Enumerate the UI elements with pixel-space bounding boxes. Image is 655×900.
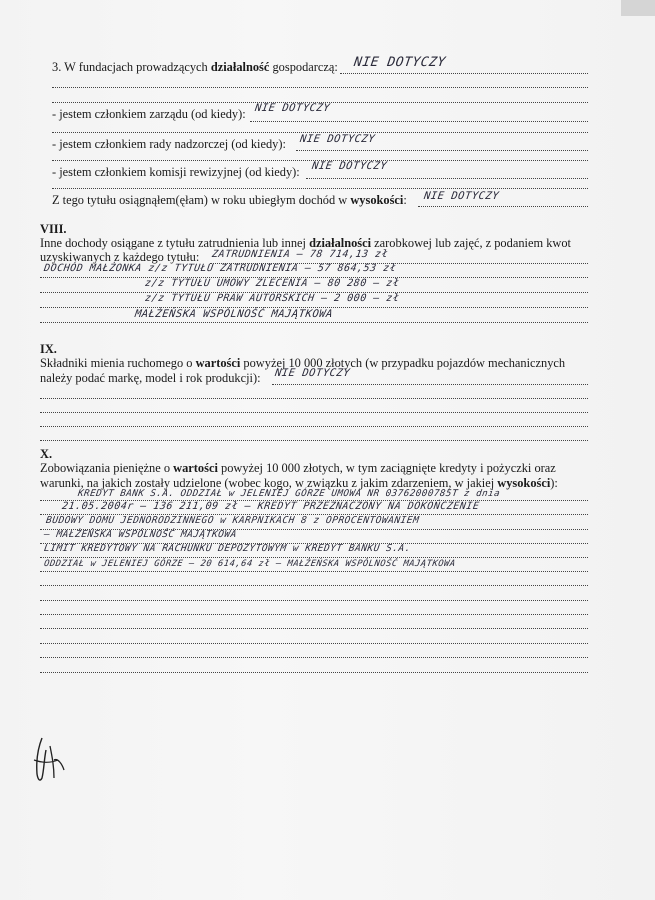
dotted-line bbox=[40, 628, 588, 629]
income-entry-2: DOCHÓD MAŁŻONKA z/z TYTUŁU ZATRUDNIENIA – 57 864,53 zł bbox=[43, 263, 397, 274]
liability-entry-4: – MAŁŻEŃSKA WSPÓLNOŚĆ MAJĄTKOWA bbox=[43, 529, 238, 540]
dotted-line bbox=[40, 614, 588, 615]
fundations-answer: NIE DOTYCZY bbox=[352, 55, 447, 70]
section-ix-heading: IX. bbox=[40, 342, 57, 356]
dotted-line bbox=[40, 322, 588, 323]
audit-label: - jestem członkiem komisji rewizyjnej (od kiedy): bbox=[52, 165, 300, 179]
dotted-line bbox=[40, 571, 588, 572]
board-answer: NIE DOTYCZY bbox=[254, 102, 331, 114]
dotted-line bbox=[418, 206, 588, 207]
section-x-text2-end: ): bbox=[550, 476, 558, 490]
signature-mark bbox=[28, 730, 72, 790]
liability-entry-3: BUDOWY DOMU JEDNORODZINNEGO w KARPNIKACH 8 z OPROCENTOWANIEM bbox=[45, 515, 420, 526]
supervisory-answer: NIE DOTYCZY bbox=[299, 133, 376, 145]
liability-entry-2: 21.05.2004r – 136 211,09 zł – KREDYT PRZEZNACZONY NA DOKOŃCZENIE bbox=[61, 501, 481, 512]
supervisory-label: - jestem członkiem rady nadzorczej (od kiedy): bbox=[52, 137, 286, 151]
board-label: - jestem członkiem zarządu (od kiedy): bbox=[52, 107, 246, 121]
dotted-line bbox=[40, 585, 588, 586]
dotted-line bbox=[40, 426, 588, 427]
fundations-text-end: gospodarczą: bbox=[272, 60, 338, 74]
liability-entry-5: LIMIT KREDYTOWY NA RACHUNKU DEPOZYTOWYM w KREDYT BANKU S.A. bbox=[43, 543, 412, 554]
fundations-bold: działalność bbox=[210, 60, 270, 74]
income-answer: NIE DOTYCZY bbox=[423, 190, 500, 202]
section-x-text2: warunki, na jakich zostały udzielone (wobec kogo, w związku z jakim zdarzeniem, w jakiej bbox=[40, 476, 495, 490]
audit-answer: NIE DOTYCZY bbox=[311, 160, 388, 172]
dotted-line bbox=[340, 73, 588, 74]
section-viii-line1 bbox=[40, 236, 571, 250]
liability-entry-6: ODDZIAŁ w JELENIEJ GÓRZE – 20 614,64 zł – MAŁŻEŃSKA WSPÓLNOŚĆ MAJĄTKOWA bbox=[43, 559, 457, 569]
section-x-text: Zobowiązania pieniężne o bbox=[40, 461, 171, 475]
movable-assets-answer: NIE DOTYCZY bbox=[274, 367, 351, 379]
section-x-bold2: wysokości bbox=[497, 476, 551, 490]
dotted-line bbox=[40, 657, 588, 658]
income-colon: : bbox=[403, 193, 407, 207]
income-text: Z tego tytułu osiągnąłem(ęłam) w roku ubiegłym dochód w bbox=[52, 193, 348, 207]
income-bold: wysokości bbox=[350, 193, 404, 207]
section-viii-line2: uzyskiwanych z każdego tytułu: bbox=[40, 250, 200, 264]
liability-entry-1: KREDYT BANK S.A. ODDZIAŁ w JELENIEJ GÓRZE UMOWA NR 03762000785T z dnia bbox=[77, 488, 501, 499]
dotted-line bbox=[40, 643, 588, 644]
section-x-line1 bbox=[40, 461, 556, 475]
section-ix-text-end: powyżej 10 000 złotych (w przypadku pojazdów mechanicznych bbox=[243, 356, 566, 370]
dotted-line bbox=[272, 384, 588, 385]
dotted-line bbox=[52, 188, 588, 189]
fundations-question bbox=[52, 60, 338, 74]
section-ix-bold: wartości bbox=[195, 356, 241, 370]
dotted-line bbox=[40, 440, 588, 441]
section-x-bold: wartości bbox=[173, 461, 218, 475]
section-ix-line2: należy podać markę, model i rok produkcji): bbox=[40, 371, 261, 385]
dotted-line bbox=[40, 672, 588, 673]
fundations-text: 3. W fundacjach prowadzących bbox=[52, 60, 208, 74]
section-x-heading: X. bbox=[40, 447, 53, 461]
dotted-line bbox=[40, 557, 588, 558]
income-entry-5: MAŁŻEŃSKA WSPÓLNOŚĆ MAJĄTKOWA bbox=[134, 308, 334, 320]
scan-edge-mark bbox=[621, 0, 655, 16]
dotted-line bbox=[40, 398, 588, 399]
income-label bbox=[52, 193, 407, 207]
section-viii-heading: VIII. bbox=[40, 222, 67, 236]
dotted-line bbox=[250, 121, 588, 122]
income-entry-1: ZATRUDNIENIA – 78 714,13 zł bbox=[211, 249, 389, 260]
section-viii-bold: działalności bbox=[309, 236, 372, 250]
income-entry-4: z/z TYTUŁU PRAW AUTORSKICH – 2 000 – zł bbox=[144, 293, 401, 304]
section-viii-text: Inne dochody osiągane z tytułu zatrudnienia lub innej bbox=[40, 236, 306, 250]
dotted-line bbox=[40, 600, 588, 601]
section-viii-text-end: zarobkowej lub zajęć, z podaniem kwot bbox=[374, 236, 571, 250]
section-x-text-end: powyżej 10 000 złotych, w tym zaciągnięte kredyty i pożyczki oraz bbox=[221, 461, 556, 475]
dotted-line bbox=[40, 412, 588, 413]
dotted-line bbox=[52, 87, 588, 88]
section-ix-text: Składniki mienia ruchomego o bbox=[40, 356, 193, 370]
income-entry-3: z/z TYTUŁU UMOWY ZLECENIA – 80 280 – zł bbox=[144, 278, 401, 289]
dotted-line bbox=[296, 150, 588, 151]
dotted-line bbox=[306, 178, 588, 179]
